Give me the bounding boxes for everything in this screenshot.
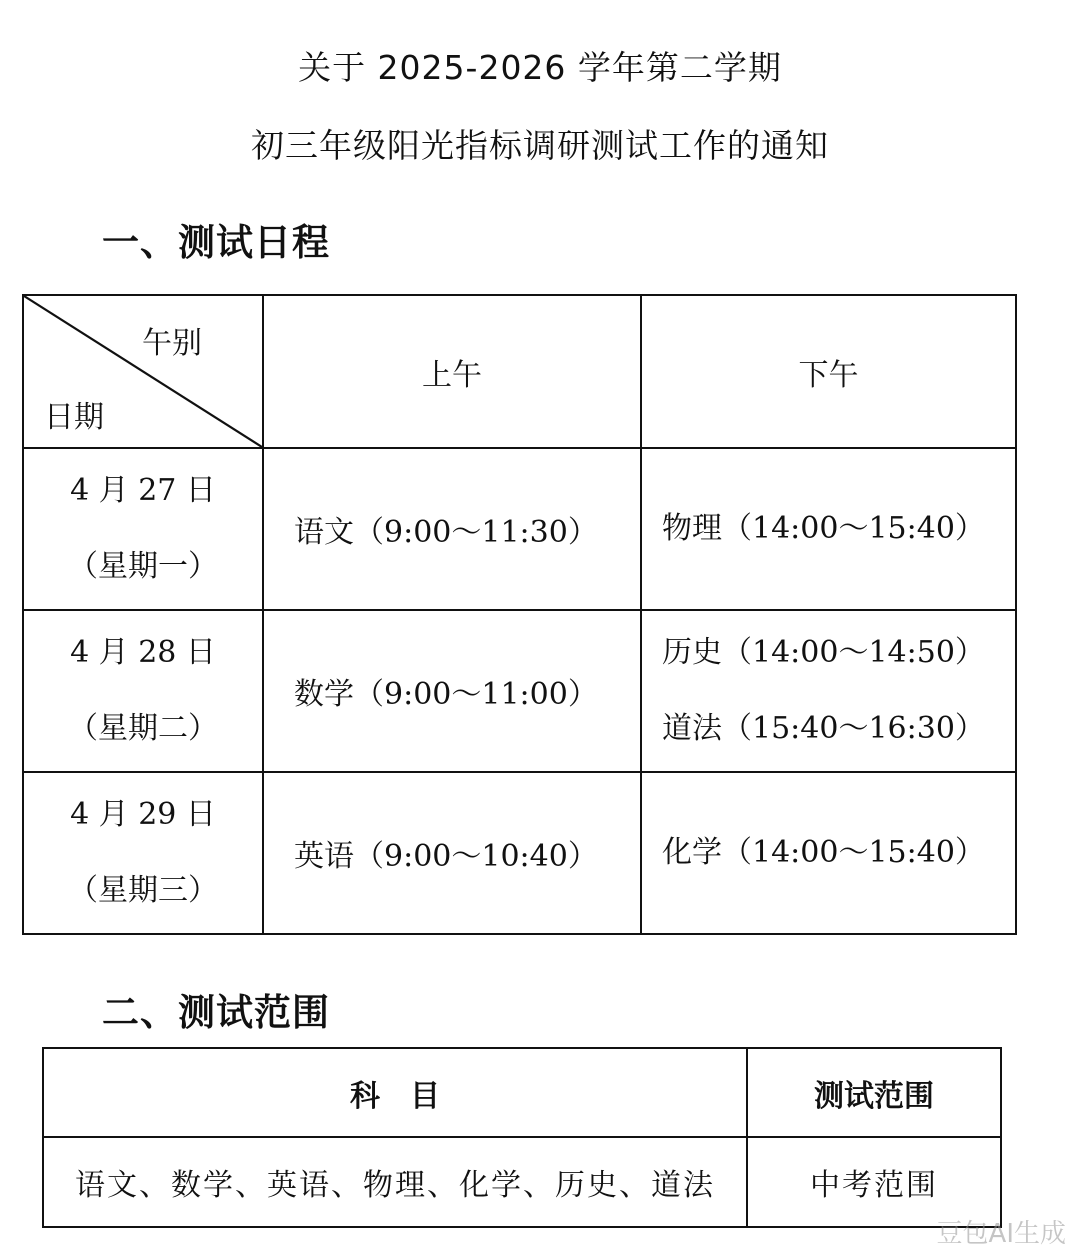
pm-exam-cell — [641, 772, 1016, 934]
pm-exam-text: 化学（14:00～15:40） — [662, 835, 985, 870]
weekday-text: （星期二） — [68, 711, 218, 746]
table-row — [23, 772, 1016, 934]
corner-label-session: 午别 — [142, 326, 202, 361]
column-header-subject: 科 目 — [43, 1048, 747, 1137]
date-text: 4 月 29 日 — [70, 797, 216, 832]
pm-exam-cell — [641, 448, 1016, 610]
column-header-am: 上午 — [263, 295, 641, 448]
date-text: 4 月 27 日 — [70, 473, 216, 508]
am-exam-cell: 英语（9:00～10:40） — [263, 772, 641, 934]
column-header-pm: 下午 — [641, 295, 1016, 448]
scope-cell: 中考范围 — [747, 1137, 1001, 1227]
corner-label-date: 日期 — [44, 400, 104, 435]
corner-header-cell — [23, 295, 263, 448]
table-row — [23, 610, 1016, 772]
pm-exam-text: 历史（14:00～14:50） — [662, 635, 985, 670]
am-exam-cell: 数学（9:00～11:00） — [263, 610, 641, 772]
watermark: 豆包AI生成 — [936, 1219, 1066, 1249]
schedule-header-row — [23, 295, 1016, 448]
section-heading-schedule: 一、测试日程 — [102, 221, 330, 264]
scope-header-row — [43, 1048, 1001, 1137]
notice-title-line2: 初三年级阳光指标调研测试工作的通知 — [251, 126, 829, 165]
date-cell — [23, 610, 263, 772]
section-heading-scope: 二、测试范围 — [102, 991, 330, 1034]
notice-title-line1: 关于 2025-2026 学年第二学期 — [298, 48, 782, 87]
date-text: 4 月 28 日 — [70, 635, 216, 670]
scope-table — [42, 1047, 1002, 1228]
pm-exam-text: 道法（15:40～16:30） — [662, 711, 985, 746]
subjects-cell: 语文、数学、英语、物理、化学、历史、道法 — [43, 1137, 747, 1227]
pm-exam-text: 物理（14:00～15:40） — [662, 511, 985, 546]
column-header-scope: 测试范围 — [747, 1048, 1001, 1137]
weekday-text: （星期一） — [68, 549, 218, 584]
weekday-text: （星期三） — [68, 873, 218, 908]
schedule-table — [22, 294, 1017, 935]
date-cell — [23, 772, 263, 934]
table-row — [23, 448, 1016, 610]
am-exam-cell: 语文（9:00～11:30） — [263, 448, 641, 610]
table-row — [43, 1137, 1001, 1227]
pm-exam-cell — [641, 610, 1016, 772]
date-cell — [23, 448, 263, 610]
